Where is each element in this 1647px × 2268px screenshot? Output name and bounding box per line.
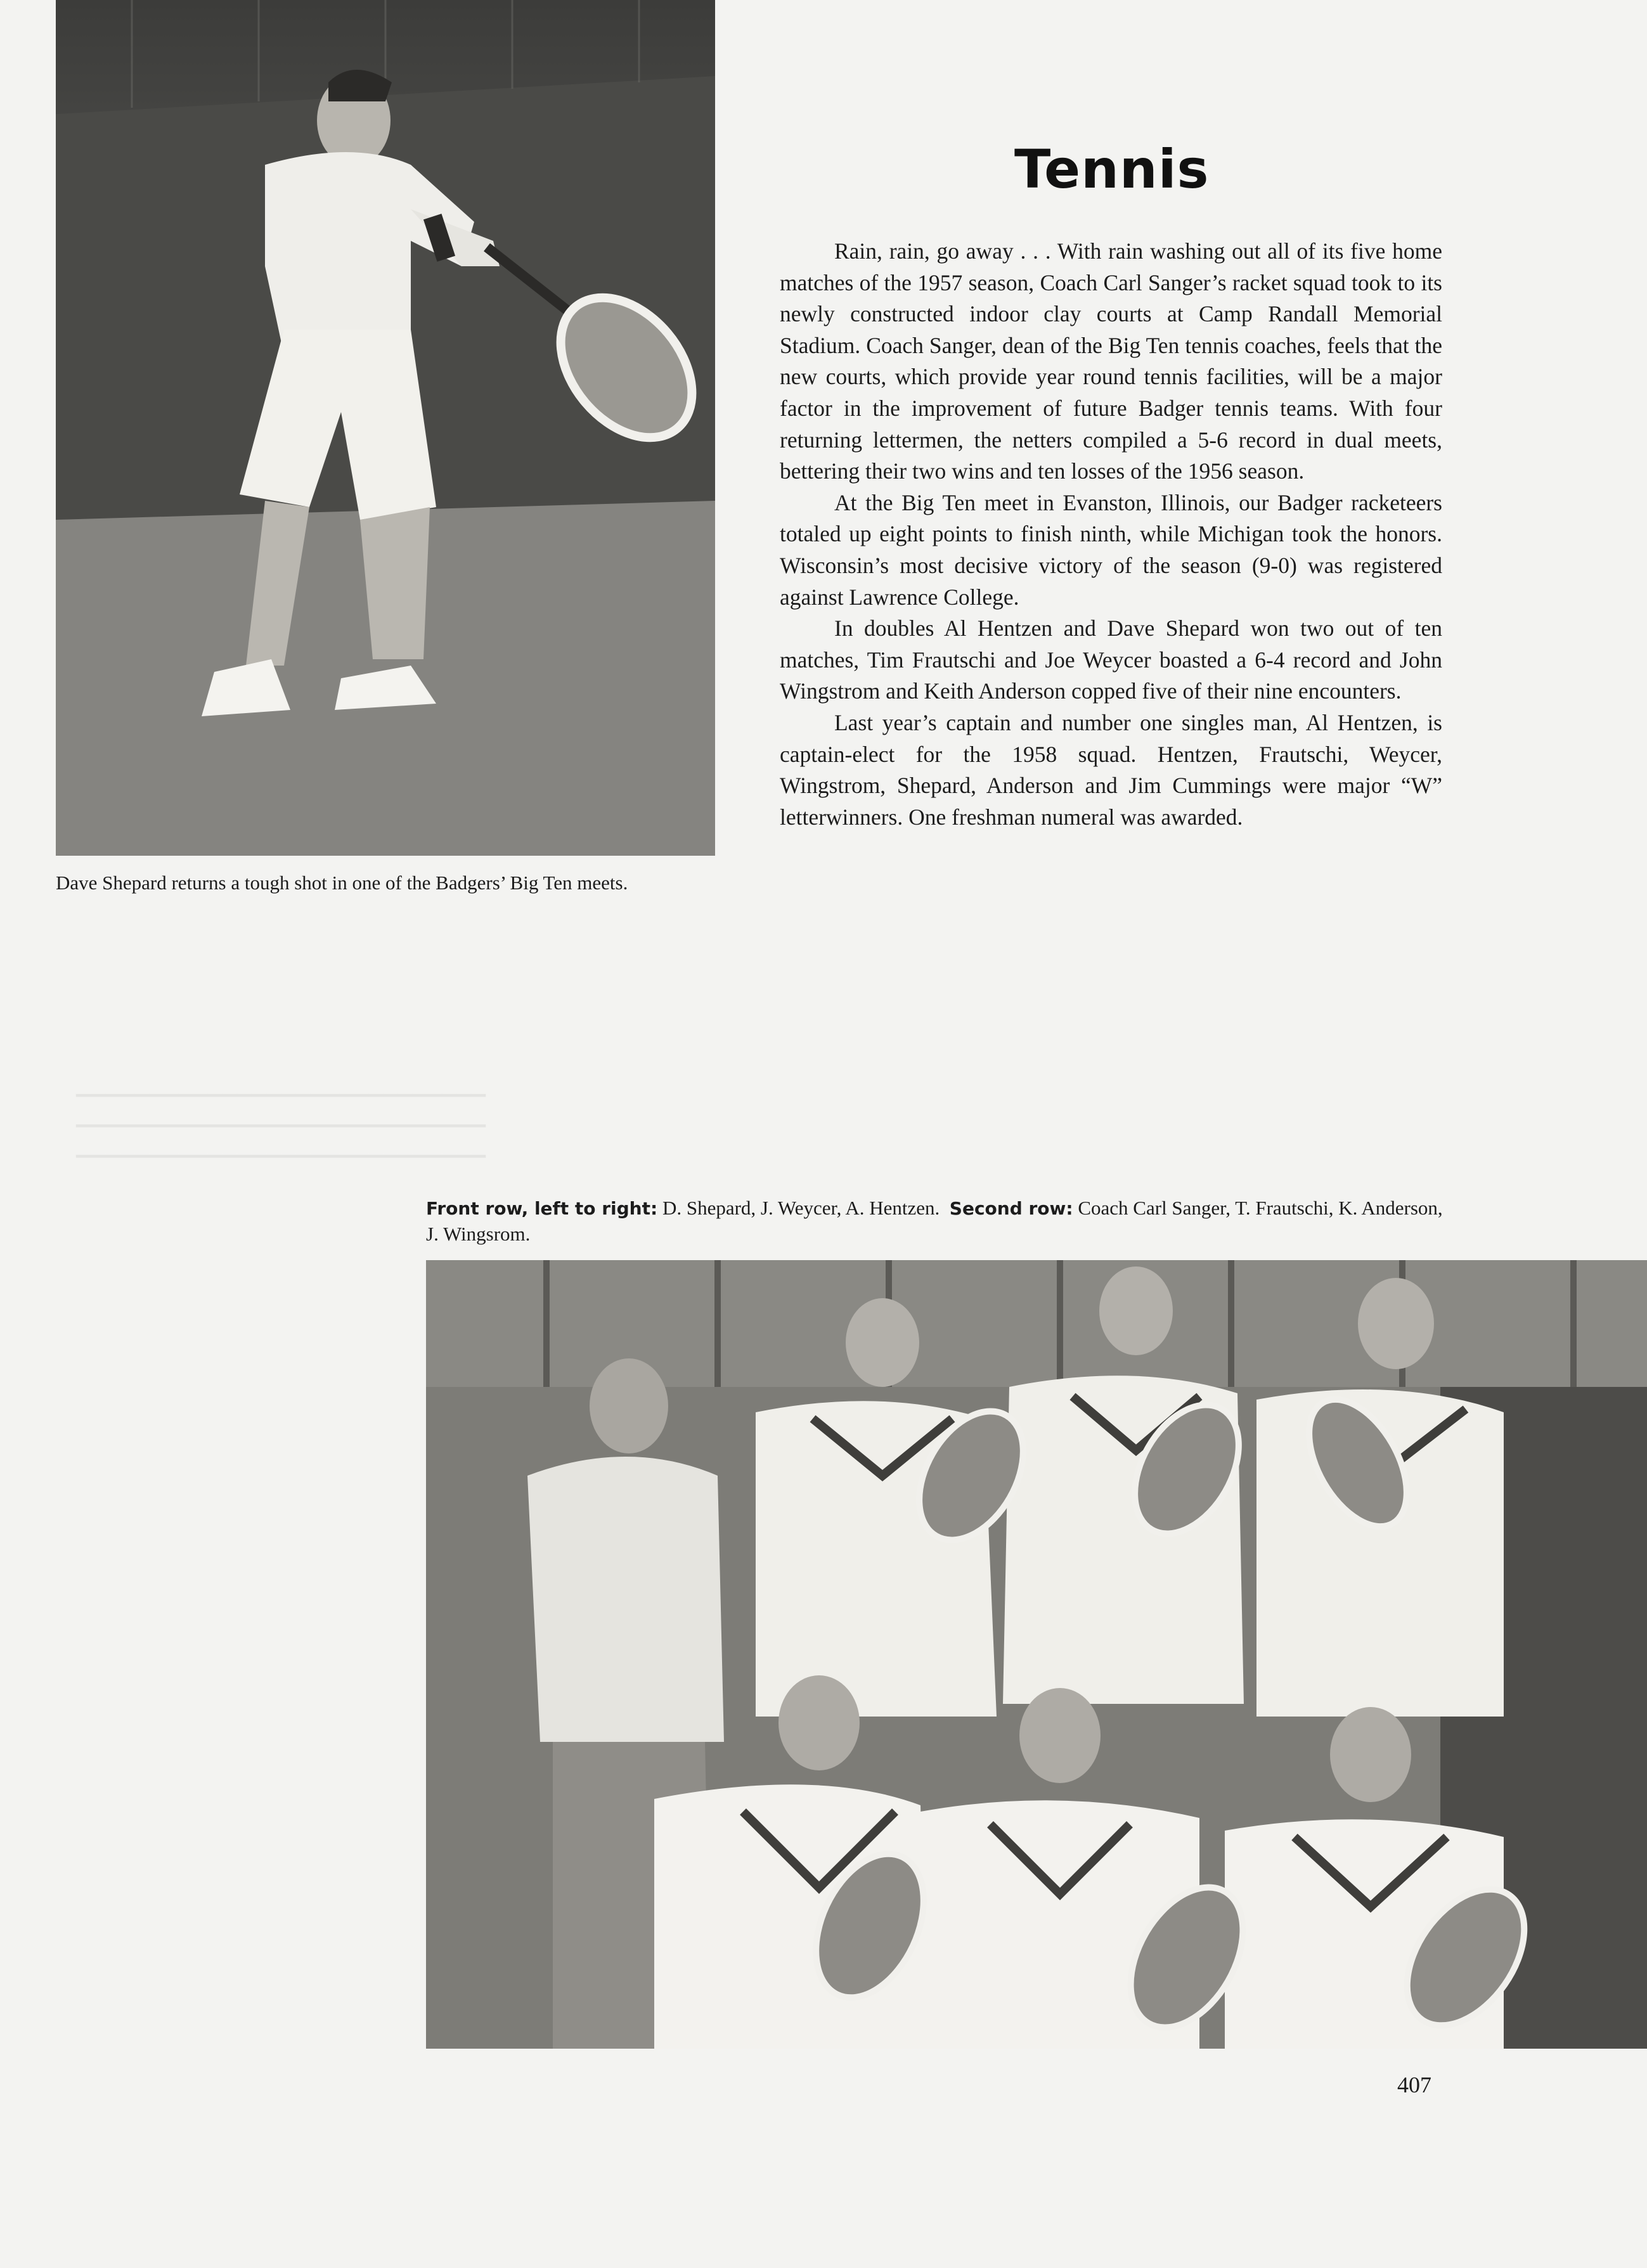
caption-front-row-names: D. Shepard, J. Weycer, A. Hentzen. [657,1197,940,1219]
caption-front-row-label: Front row, left to right: [426,1198,658,1219]
article-paragraph: Last year’s captain and number one singles man, Al Hentzen, is captain-elect for the 1958 squad. Hentzen, Frautschi, Weycer, Wingstrom, Shepard, Anderson and Jim Cummings were major “W” letterwinners. One freshman numeral was awarded. [780,709,1442,830]
article-body [780,236,1442,833]
article-paragraph: In doubles Al Hentzen and Dave Shepard won two out of ten matches, Tim Frautschi and Joe Weycer boasted a 6-4 record and John Wingstrom and Keith Anderson copped five of their nine encounters. [780,615,1442,704]
front-row-players [654,1675,1504,2049]
team-photo [426,1260,1647,2049]
action-photo [56,0,715,856]
article-paragraph: At the Big Ten meet in Evanston, Illinois, our Badger racketeers totaled up eight points to finish ninth, while Michigan took the honors. Wisconsin’s most decisive victory of the season (9-0) was registered against Lawrence College. [780,489,1442,610]
caption-second-row-names: Coach Carl Sanger, T. Frautschi, K. Anderson, J. Wingsrom. [426,1197,1443,1245]
caption-second-row-label: Second row: [949,1198,1073,1219]
team-photo-caption [426,1195,1447,1247]
page-number: 407 [1397,2072,1431,2097]
bleed-through-texture: ▁▁▁▁▁▁▁▁▁▁▁▁▁▁▁▁▁▁▁▁▁▁▁▁▁▁▁▁ ▁▁▁▁▁▁▁▁▁▁▁▁▁▁▁▁▁▁▁▁▁▁▁▁▁▁▁▁ ▁▁▁▁▁▁▁▁▁▁▁▁▁▁▁▁▁▁▁▁▁▁▁▁▁▁▁▁ [76,1076,486,1157]
article-paragraph: Rain, rain, go away . . . With rain washing out all of its five home matches of the 1957 season, Coach Carl Sanger’s racket squad took to its newly constructed indoor clay courts at Camp Randall Memorial Stadium. Coach Sanger, dean of the Big Ten tennis coaches, feels that the new courts, which provide year round tennis facilities, will be a major factor in the improvement of future Badger tennis teams. With four returning lettermen, the netters compiled a 5-6 record in dual meets, bettering their two wins and ten losses of the 1956 season. [780,238,1442,484]
page-title: Tennis [1014,138,1210,200]
action-photo-caption: Dave Shepard returns a tough shot in one of the Badgers’ Big Ten meets. [56,872,628,894]
